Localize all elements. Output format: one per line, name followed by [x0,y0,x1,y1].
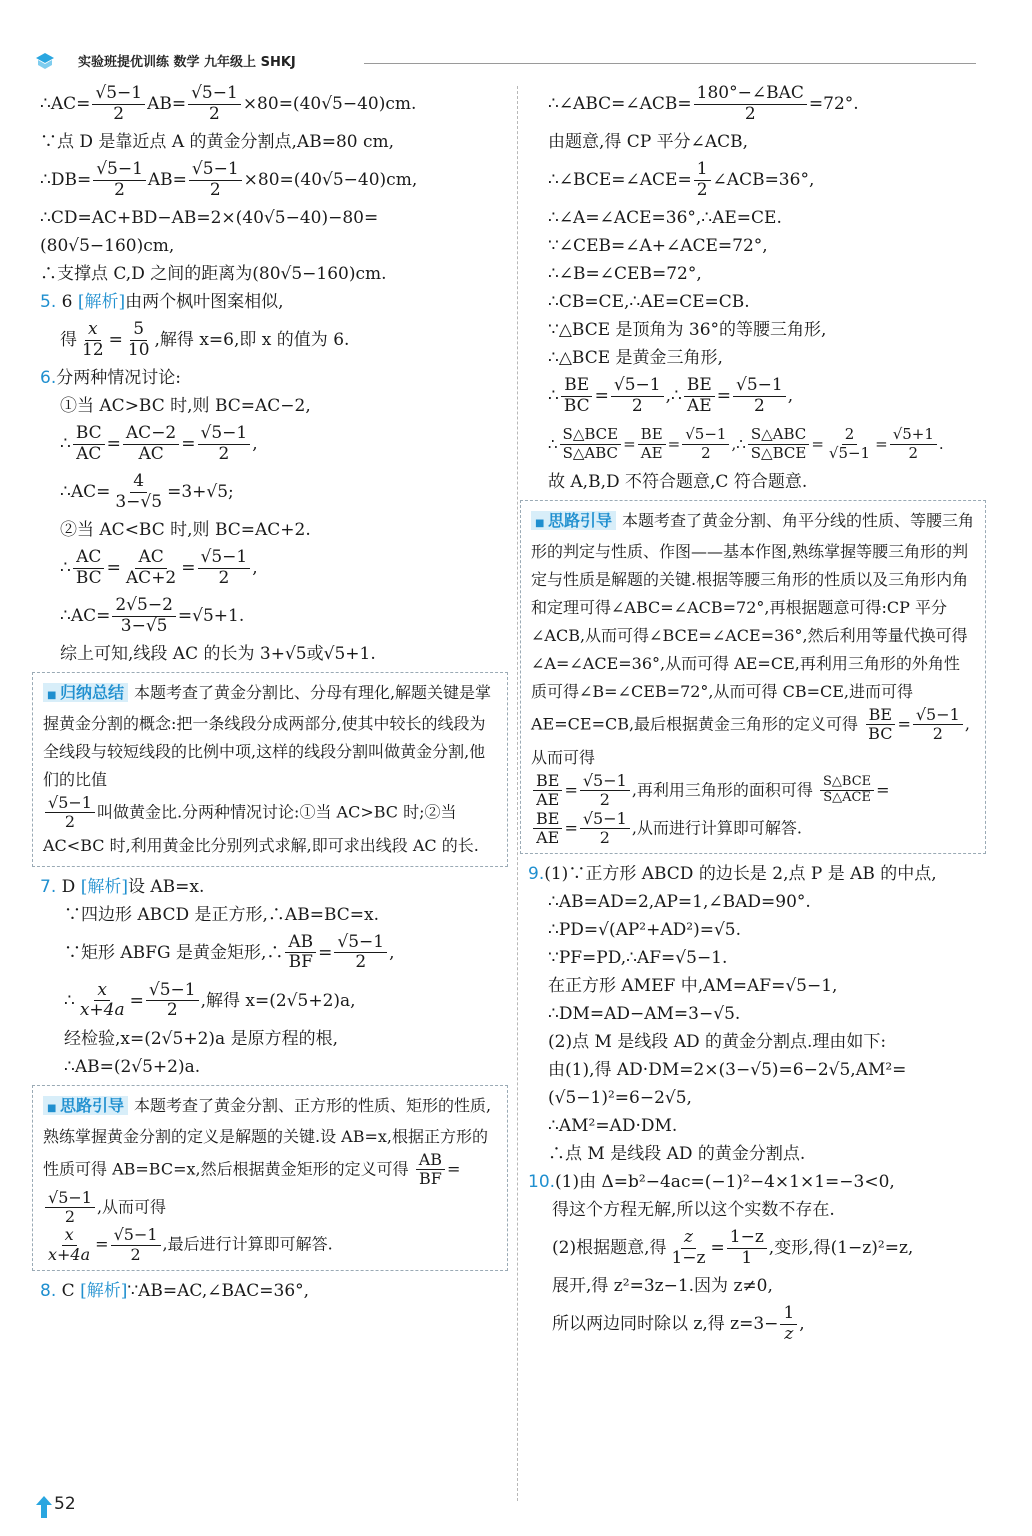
fraction: $\frac{√5-1}{2}$ [198,424,251,464]
line: ∴∠B=∠CEB=72°, [548,264,702,284]
fraction: $\frac{1}{2}$ [694,160,711,200]
fraction: $\frac{z}{1-z}$ [671,1227,706,1268]
fraction: $\frac{√5-1}{2}$ [198,548,251,588]
fraction: $\frac{AC}{AC+2}$ [125,546,177,588]
book-logo-icon [34,50,56,72]
line: 由(1),得 AD·DM=2×(3−√5)=6−2√5,AM²= [548,1060,907,1081]
right-column [528,80,986,1348]
line: ∴AM²=AD·DM. [548,1116,678,1137]
line: ∵点 D 是靠近点 A 的黄金分割点,AB=80 cm, [40,132,395,152]
line: 由题意,得 CP 平分∠ACB, [548,132,749,152]
fraction: $\frac{\text{S△BCE}}{\text{S△ABC}}$ [560,426,622,462]
line: ∴∠A=∠ACE=36°,∴AE=CE. [548,208,782,228]
fraction: $\frac{√5-1}{2}$ [334,933,387,973]
line: ∴ $\frac{BE}{BC}$ = $\frac{√5-1}{2}$ ,∴ $\frac{BE}{AE}$ = $\frac{√5-1}{2}$ , [548,374,794,416]
line: ∴△BCE 是黄金三角形, [548,348,723,368]
line: ∴AB=(2√5+2)a. [64,1056,201,1077]
fraction: $\frac{√5-1}{2}$ [733,376,786,416]
line: 综上可知,线段 AC 的长为 3+√5或√5+1. [60,644,376,664]
fraction: $\frac{BC}{AC}$ [73,424,105,464]
line: ∵△BCE 是顶角为 36°的等腰三角形, [548,320,827,340]
line: (√5−1)²=6−2√5, [548,1088,692,1109]
fraction: $\frac{BE}{AE}$ [533,772,562,810]
fraction: $\frac{x}{12}$ [82,318,104,360]
column-divider [517,86,518,1501]
line: ∴支撑点 C,D 之间的距离为(80√5−160)cm. [40,264,387,284]
question-8: 8. C [解析]∵AB=AC,∠BAC=36°, [40,1281,310,1302]
line: (80√5−160)cm, [40,236,175,256]
line: ∴ $\frac{AC}{BC}$ = $\frac{AC}{AC+2}$ = $\frac{√5-1}{2}$ , [60,546,258,588]
header-title: 实验班提优训练 数学 九年级上 SHKJ [78,55,296,70]
fraction: $\frac{√5-1}{2}$ [146,981,199,1021]
summary-box: ■ 归纳总结 本题考查了黄金分割比、分母有理化,解题关键是掌握黄金分割的概念:把一条线段分成两部分,使其中较长的线段为全线段与较短线段的比例中项,这样的线段分割叫做黄金分割,他们的比值 $\frac{√5-1}{2}$ 叫做黄金比.分两种情况讨论:①当 AC>BC 时;②当 AC<BC 时,利用黄金比分别列式求解,即可求出线段 AC 的长. [32,672,508,867]
fraction: $\frac{√5-1}{2}$ [189,160,242,200]
fraction: $\frac{√5-1}{2}$ [682,426,729,462]
line: ∴∠ABC=∠ACB= $\frac{\text{180°−∠BAC}}{2}$ =72°. [548,82,859,124]
fraction: $\frac{AC-2}{AC}$ [123,424,179,464]
line: 所以两边同时除以 z,得 z=3− $\frac{1}{z}$ , [552,1303,805,1344]
fraction: $\frac{1-z}{1}$ [727,1228,767,1268]
fraction: $\frac{BE}{AE}$ [638,426,666,462]
tip-box-q7: ■ 思路引导 本题考查了黄金分割、正方形的性质、矩形的性质,熟练掌握黄金分割的定义是解题的关键.设 AB=x,根据正方形的性质可得 AB=BC=x,然后根据黄金矩形的定义可得 $\frac{AB}{BF}$ = $\frac{√5-1}{2}$ ,从而可得 $\frac{x}{x+4a}$ = $\frac{√5-1}{2}$ ,最后进行计算即可解答. [32,1085,508,1271]
line: ∴AC= $\frac{2√5-2}{3-√5}$ =√5+1. [60,594,245,636]
line: (2)点 M 是线段 AD 的黄金分割点.理由如下: [548,1032,887,1053]
line: (2)根据题意,得 $\frac{z}{1-z}$ = $\frac{1-z}{1}$ ,变形,得(1−z)²=z, [552,1227,914,1268]
line: ∵∠CEB=∠A+∠ACE=72°, [548,236,768,256]
tip-box-q8: ■ 思路引导 本题考查了黄金分割、角平分线的性质、等腰三角形的判定与性质、作图——基本作图,熟练掌握等腰三角形的判定与性质是解题的关键.根据等腰三角形的性质以及三角形内角和定理可得∠ABC=∠ACB=72°,再根据题意可得:CP 平分∠ACB,从而可得∠BCE=∠ACE=36°,然后利用等量代换可得∠A=∠ACE=36°,从而可得 AE=CE,再利用三角形的外角性质可得∠B=∠CEB=72°,从而可得 CB=CE,进而可得 AE=CE=CB,最后根据黄金三角形的定义可得 $\frac{BE}{BC}$ = $\frac{√5-1}{2}$ ,从而可得 $\frac{BE}{AE}$ = $\frac{√5-1}{2}$ ,再利用三角形的面积可得 $\frac{\text{S△BCE}}{\text{S△ACE}}$ = $\frac{BE}{AE}$ = $\frac{√5-1}{2}$ ,从而进行计算即可解答. [520,500,986,854]
fraction: $\frac{x}{x+4a}$ [79,979,125,1021]
fraction: $\frac{√5+1}{2}$ [890,426,937,462]
line: ∴CD=AC+BD−AB=2×(40√5−40)−80= [40,208,379,228]
fraction: $\frac{2√5-2}{3-√5}$ [112,596,176,636]
fraction: $\frac{\text{180°−∠BAC}}{2}$ [694,84,807,124]
line: ∴CB=CE,∴AE=CE=CB. [548,292,750,312]
tip-heading: ■ 思路引导 [531,511,616,530]
fraction: $\frac{√5-1}{2}$ [92,84,145,124]
line: ∴AC= $\frac{√5-1}{2}$ AB= $\frac{√5-1}{2}$ ×80=(40√5−40)cm. [40,82,417,124]
fraction: $\frac{x}{x+4a}$ [48,1225,91,1264]
left-column [40,80,508,1305]
fraction: $\frac{√5-1}{2}$ [111,1226,161,1264]
fraction: $\frac{BE}{BC}$ [865,706,895,744]
question-9: 9.(1)∵正方形 ABCD 的边长是 2,点 P 是 AB 的中点, [528,864,937,885]
page-arrow-icon [36,1496,52,1518]
fraction: $\frac{√5-1}{2}$ [580,772,630,810]
fraction: $\frac{2}{√5-1}$ [828,425,871,462]
question-7: 7. D [解析]设 AB=x. [40,876,205,897]
line: 得这个方程无解,所以这个实数不存在. [552,1200,835,1221]
fraction: $\frac{√5-1}{2}$ [580,810,630,848]
fraction: $\frac{BE}{AE}$ [533,810,562,848]
line: ∵PF=PD,∴AF=√5−1. [548,948,728,969]
line: ∴ $\frac{\text{S△BCE}}{\text{S△ABC}}$ = $\frac{BE}{AE}$ = $\frac{√5-1}{2}$ ,∴ $\frac{\text{S△ABC}}{\text{S△BCE}}$ = $\frac{2}{√5-1}$ = $\frac{√5+1}{2}$ . [548,425,944,462]
line: ∴AB=AD=2,AP=1,∠BAD=90°. [548,892,811,913]
line: ∴ $\frac{BC}{AC}$ = $\frac{AC-2}{AC}$ = $\frac{√5-1}{2}$ , [60,422,258,464]
line: ②当 AC<BC 时,则 BC=AC+2. [60,520,311,540]
fraction: $\frac{√5-1}{2}$ [913,706,963,744]
summary-heading: ■ 归纳总结 [43,683,128,702]
line: ①当 AC>BC 时,则 BC=AC−2, [60,396,311,416]
fraction: $\frac{BE}{BC}$ [561,376,593,416]
fraction: $\frac{√5-1}{2}$ [45,794,95,832]
page-number: 52 [36,1490,82,1520]
line: 得 $\frac{x}{12}$ = $\frac{5}{10}$ ,解得 x=6,即 x 的值为 6. [60,318,350,360]
line: ∴PD=√(AP²+AD²)=√5. [548,920,742,941]
line: ∴ $\frac{x}{x+4a}$ = $\frac{√5-1}{2}$ ,解得 x=(2√5+2)a, [64,979,356,1021]
fraction: $\frac{\text{S△ABC}}{\text{S△BCE}}$ [748,426,810,462]
line: ∵四边形 ABCD 是正方形,∴AB=BC=x. [64,904,379,925]
line: 经检验,x=(2√5+2)a 是原方程的根, [64,1028,338,1049]
fraction: $\frac{AB}{BF}$ [285,933,316,973]
line: ∴DB= $\frac{√5-1}{2}$ AB= $\frac{√5-1}{2}$ ×80=(40√5−40)cm, [40,158,418,200]
fraction: $\frac{√5-1}{2}$ [188,84,241,124]
page-header [34,46,984,76]
fraction: $\frac{√5-1}{2}$ [45,1189,95,1227]
line: ∴AC= $\frac{4}{3-√5}$ =3+√5; [60,470,234,512]
question-5: 5. 6 [解析]由两个枫叶图案相似, [40,292,284,312]
line: ∴∠BCE=∠ACE= $\frac{1}{2}$ ∠ACB=36°, [548,158,815,200]
line: ∴DM=AD−AM=3−√5. [548,1004,741,1025]
header-rule [364,63,976,64]
line: 在正方形 AMEF 中,AM=AF=√5−1, [548,976,838,997]
line: ∴点 M 是线段 AD 的黄金分割点. [548,1144,806,1165]
line: ∵矩形 ABFG 是黄金矩形,∴ $\frac{AB}{BF}$ = $\frac{√5-1}{2}$ , [64,931,395,973]
fraction: $\frac{5}{10}$ [127,318,150,360]
fraction: $\frac{√5-1}{2}$ [93,160,146,200]
question-6: 6.分两种情况讨论: [40,368,181,388]
question-10: 10.(1)由 Δ=b²−4ac=(−1)²−4×1×1=−3<0, [528,1172,895,1193]
line: 展开,得 z²=3z−1.因为 z≠0, [552,1276,773,1297]
fraction: $\frac{BE}{AE}$ [684,376,715,416]
fraction: $\frac{\text{S△BCE}}{\text{S△ACE}}$ [820,775,874,806]
tip-heading: ■ 思路引导 [43,1096,128,1115]
fraction: $\frac{1}{z}$ [780,1304,797,1344]
fraction: $\frac{4}{3-√5}$ [115,470,163,512]
fraction: $\frac{AC}{BC}$ [73,548,105,588]
fraction: $\frac{√5-1}{2}$ [611,376,664,416]
fraction: $\frac{AB}{BF}$ [416,1151,445,1189]
line: 故 A,B,D 不符合题意,C 符合题意. [548,472,808,492]
